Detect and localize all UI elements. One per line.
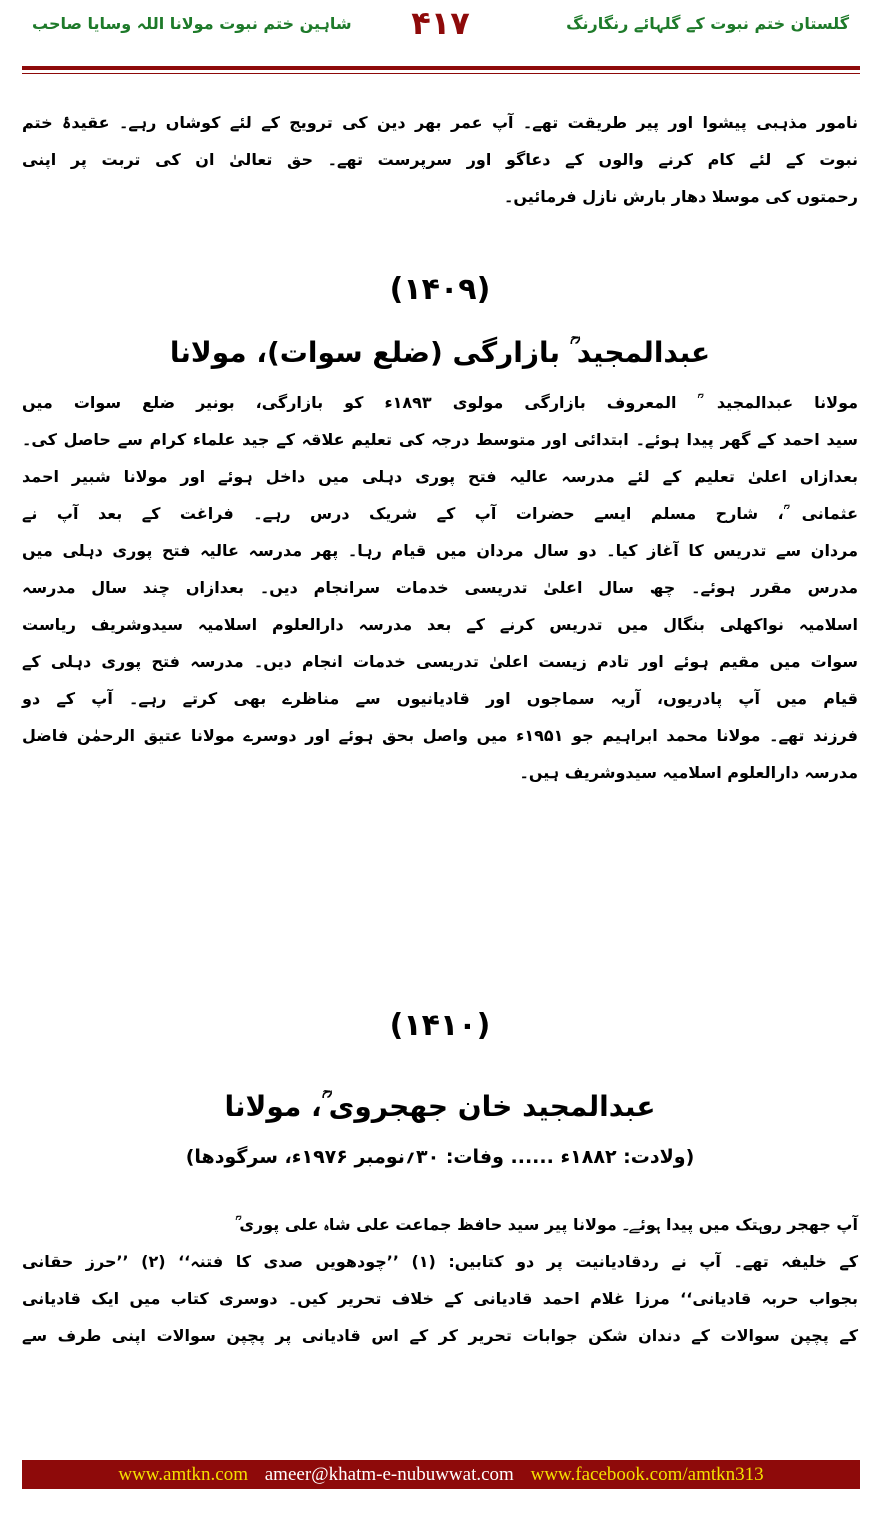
facebook-link[interactable]: www.facebook.com/amtkn313 bbox=[530, 1464, 764, 1485]
header-divider-thin bbox=[22, 73, 860, 74]
section-paragraph bbox=[22, 1206, 858, 1354]
text-line: اسلامیہ نواکھلی بنگال میں تدریس کرنے کے بعد مدرسہ دارالعلوم اسلامیہ سیدوشریف ریاست bbox=[22, 615, 858, 634]
text-line: کے پچپن سوالات کے دندان شکن جوابات تحریر کر کے اس قادیانی پر پچپن سوالات اپنی طرف سے bbox=[22, 1326, 858, 1345]
text-line: قیام میں آپ پادریوں، آریہ سماجوں اور قادیانیوں سے مناظرے بھی کرتے رہے۔ آپ کے دو bbox=[22, 689, 858, 708]
text-line: بجواب حربہ قادیانی‘‘ مرزا غلام احمد قادیانی کے خلاف تحریر کیں۔ دوسری کتاب میں ایک قادیانی bbox=[22, 1289, 858, 1308]
text-line: رحمتوں کی موسلا دھار بارش نازل فرمائیں۔ bbox=[503, 187, 858, 206]
text-line: آپ جھجر روہتک میں پیدا ہوئے۔ مولانا پیر سید حافظ جماعت علی شاہ علی پوری ؒ bbox=[235, 1215, 858, 1234]
website-link[interactable]: www.amtkn.com bbox=[118, 1464, 248, 1485]
birth-death-dates: (ولادت: ۱۸۸۲ء ...... وفات: ۳۰؍نومبر ۱۹۷۶ء، سرگودھا) bbox=[185, 1146, 695, 1168]
text-line: کے خلیفہ تھے۔ آپ نے ردقادیانیت پر دو کتابیں: (۱) ’’چودھویں صدی کا فتنہ‘‘ (۲) ’’حرز حقانی bbox=[22, 1252, 858, 1271]
section-number: (۱۴۰۹) bbox=[389, 272, 491, 307]
text-line: فرزند تھے۔ مولانا محمد ابراہیم جو ۱۹۵۱ء میں واصل بحق ہوئے اور دوسرے مولانا عتیق الرحمٰن فاضل bbox=[22, 726, 858, 745]
section-title: عبدالمجید ؒ بازارگی (ضلع سوات)، مولانا bbox=[169, 336, 711, 369]
text-line: سوات میں مقیم ہوئے اور تادم زیست اعلیٰ تدریسی خدمات انجام دیں۔ مدرسہ فتح پوری دہلی کے bbox=[22, 652, 858, 671]
text-line: نبوت کے لئے کام کرنے والوں کے دعاگو اور سرپرست تھے۔ حق تعالیٰ ان کی تربت پر اپنی bbox=[22, 150, 858, 169]
section-paragraph bbox=[22, 384, 858, 791]
text-line: مدرسہ دارالعلوم اسلامیہ سیدوشریف ہیں۔ bbox=[519, 763, 858, 782]
page-number: ۴۱۷ bbox=[411, 4, 470, 42]
book-title: گلستان ختم نبوت کے گلہائے رنگارنگ bbox=[566, 14, 849, 33]
header-divider bbox=[22, 66, 860, 70]
section-title: عبدالمجید خان جھجروی ؒ، مولانا bbox=[224, 1090, 656, 1123]
intro-paragraph bbox=[22, 104, 858, 215]
footer-bar bbox=[22, 1460, 860, 1489]
text-line: مردان سے تدریس کا آغاز کیا۔ دو سال مردان میں قیام رہا۔ پھر مدرسہ عالیہ فتح پوری دہلی میں bbox=[22, 541, 858, 560]
text-line: سید احمد کے گھر پیدا ہوئے۔ ابتدائی اور متوسط درجہ کی تعلیم علاقہ کے جید علماء کرام سے حاصل کی۔ bbox=[22, 430, 858, 449]
text-line: مولانا عبدالمجید ؒ المعروف بازارگی مولوی ۱۸۹۳ء کو بازارگی، بونیر ضلع سوات میں bbox=[22, 393, 858, 412]
text-line: بعدازاں اعلیٰ تعلیم کے لئے مدرسہ عالیہ فتح پوری دہلی میں داخل ہوئے اور مولانا شبیر احمد bbox=[22, 467, 858, 486]
author-name: شاہین ختم نبوت مولانا اللہ وسایا صاحب bbox=[32, 14, 352, 33]
email-link[interactable]: ameer@khatm-e-nubuwwat.com bbox=[264, 1464, 514, 1485]
text-line: مدرس مقرر ہوئے۔ چھ سال اعلیٰ تدریسی خدمات سرانجام دیں۔ بعدازاں چند سال مدرسہ bbox=[22, 578, 858, 597]
text-line: نامور مذہبی پیشوا اور پیر طریقت تھے۔ آپ عمر بھر دین کی ترویج کے لئے کوشاں رہے۔ عقیدۂ ختم bbox=[22, 113, 858, 132]
text-line: عثمانی ؒ، شارح مسلم ایسے حضرات آپ کے شریک درس رہے۔ فراغت کے بعد آپ نے bbox=[22, 504, 858, 523]
section-number: (۱۴۱۰) bbox=[389, 1008, 491, 1043]
